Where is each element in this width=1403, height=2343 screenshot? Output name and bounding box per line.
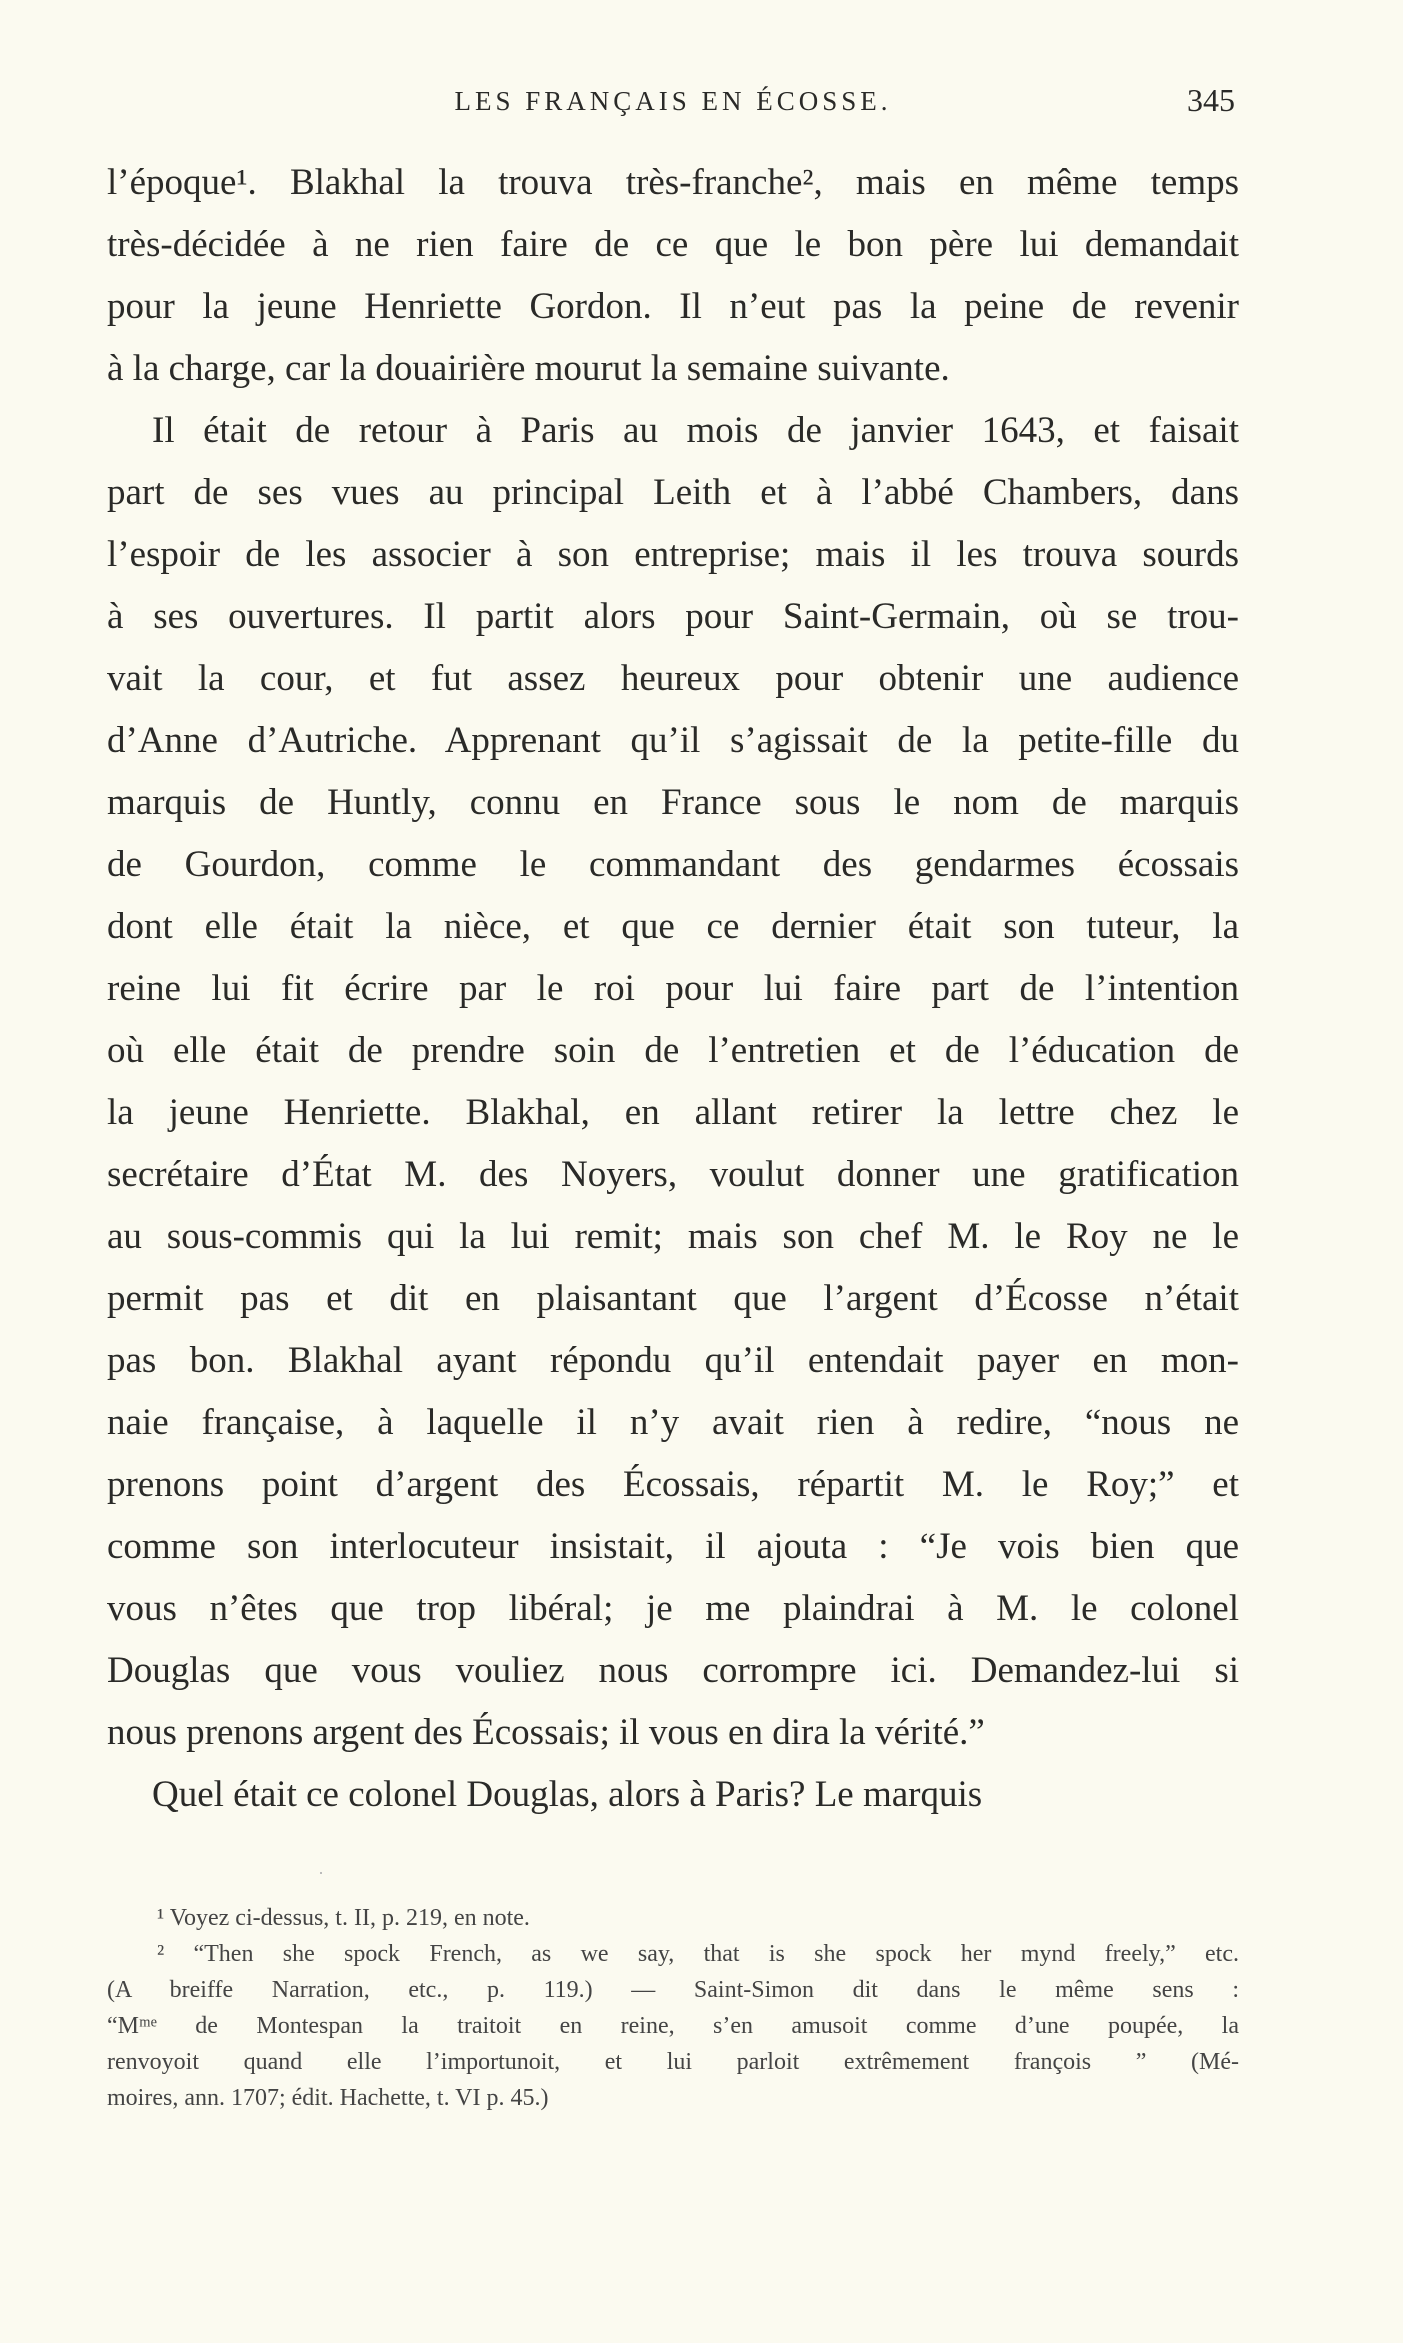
footnote-line: ² “Then she spock French, as we say, that is she spock her mynd freely,” etc. [157,1941,1239,1967]
text-line: au sous-commis qui la lui remit; mais son chef M. le Roy ne le [107,1216,1239,1257]
text-line: à la charge, car la douairière mourut la semaine suivante. [107,348,950,389]
text-line: Douglas que vous vouliez nous corrompre ici. Demandez-lui si [107,1650,1239,1691]
text-line: l’époque¹. Blakhal la trouva très-franche², mais en même temps [107,162,1239,203]
text-line: dont elle était la nièce, et que ce dernier était son tuteur, la [107,906,1239,947]
text-line: très-décidée à ne rien faire de ce que le bon père lui demandait [107,224,1239,265]
text-line: d’Anne d’Autriche. Apprenant qu’il s’agissait de la petite-fille du [107,720,1239,761]
text-line: où elle était de prendre soin de l’entretien et de l’éducation de [107,1030,1239,1071]
text-line: naie française, à laquelle il n’y avait rien à redire, “nous ne [107,1402,1239,1443]
text-line: pas bon. Blakhal ayant répondu qu’il entendait payer en mon- [107,1340,1239,1381]
footnote-separator [320,1872,322,1874]
text-line: la jeune Henriette. Blakhal, en allant retirer la lettre chez le [107,1092,1239,1133]
page-header [107,82,1239,126]
text-line: à ses ouvertures. Il partit alors pour Saint-Germain, où se trou- [107,596,1239,637]
running-title: LES FRANÇAIS EN ÉCOSSE. [454,86,892,116]
footnote-line: (A breiffe Narration, etc., p. 119.) — Saint-Simon dit dans le même sens : [107,1977,1239,2003]
footnote-line: renvoyoit quand elle l’importunoit, et lui parloit extrêmement françois ” (Mé- [107,2049,1239,2075]
text-line: vous n’êtes que trop libéral; je me plaindrai à M. le colonel [107,1588,1239,1629]
footnote-line: moires, ann. 1707; édit. Hachette, t. VI p. 45.) [107,2085,549,2111]
text-line: Quel était ce colonel Douglas, alors à Paris? Le marquis [152,1774,983,1815]
text-line: reine lui fit écrire par le roi pour lui faire part de l’intention [107,968,1239,1009]
footnotes [107,1900,1239,2116]
text-line: de Gourdon, comme le commandant des gendarmes écossais [107,844,1239,885]
body-text [107,152,1239,1826]
text-line: Il était de retour à Paris au mois de janvier 1643, et faisait [152,410,1239,451]
text-line: permit pas et dit en plaisantant que l’argent d’Écosse n’était [107,1278,1239,1319]
page-number: 345 [1187,82,1235,118]
text-line: prenons point d’argent des Écossais, répartit M. le Roy;” et [107,1464,1239,1505]
footnote-line: ¹ Voyez ci-dessus, t. II, p. 219, en note. [157,1905,530,1931]
text-line: pour la jeune Henriette Gordon. Il n’eut pas la peine de revenir [107,286,1239,327]
text-line: l’espoir de les associer à son entreprise; mais il les trouva sourds [107,534,1239,575]
text-line: vait la cour, et fut assez heureux pour obtenir une audience [107,658,1239,699]
text-line: nous prenons argent des Écossais; il vous en dira la vérité.” [107,1712,985,1753]
text-line: secrétaire d’État M. des Noyers, voulut donner une gratification [107,1154,1239,1195]
text-line: part de ses vues au principal Leith et à l’abbé Chambers, dans [107,472,1239,513]
text-line: comme son interlocuteur insistait, il ajouta : “Je vois bien que [107,1526,1239,1567]
text-line: marquis de Huntly, connu en France sous le nom de marquis [107,782,1239,823]
footnote-line: “Mᵐᵉ de Montespan la traitoit en reine, s’en amusoit comme d’une poupée, la [107,2013,1239,2039]
